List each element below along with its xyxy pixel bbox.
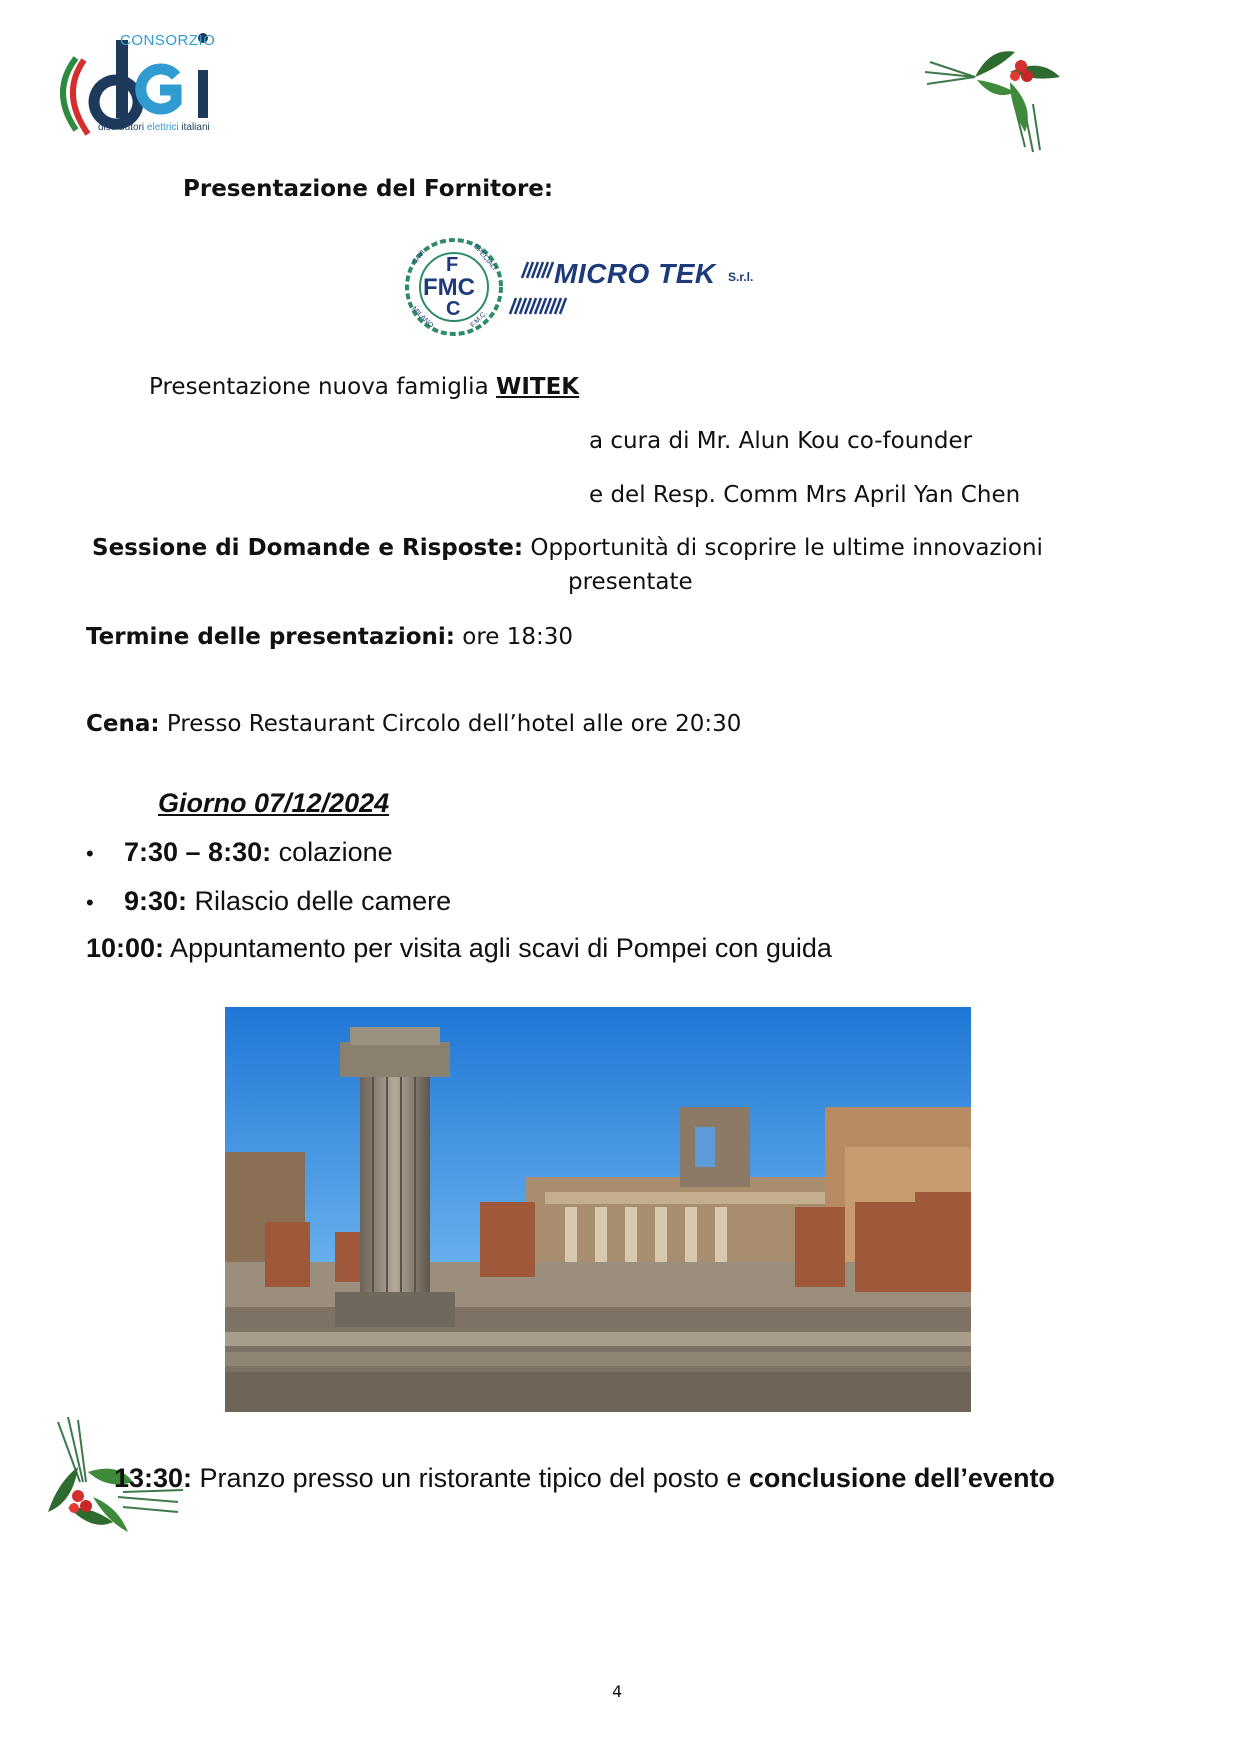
- microtek-logo: [508, 258, 768, 318]
- fmc-ring-speciali: SPECIALI: [471, 243, 498, 272]
- qa-text-1: Opportunità di scoprire le ultime innovazioni: [523, 535, 1043, 561]
- visit-line: [86, 932, 832, 964]
- fmc-ring-fmc: F.M.C.: [469, 309, 489, 330]
- presentation-intro-line: [149, 373, 579, 402]
- fmc-ring-milano: MILANO: [410, 305, 435, 330]
- qa-line: [92, 534, 1043, 563]
- presentation-intro: Presentazione nuova famiglia: [149, 374, 496, 400]
- day-item-2-text: Rilascio delle camere: [187, 886, 452, 916]
- day-item-1: [86, 836, 393, 868]
- lunch-time: 13:30:: [114, 1463, 193, 1493]
- qa-text-2: presentate: [568, 569, 693, 595]
- logo-tagline-a: distributori: [98, 122, 145, 133]
- logo-tagline-b: elettrici: [146, 122, 179, 133]
- lunch-line: [114, 1462, 1055, 1494]
- microtek-name: MICRO TEK: [554, 258, 716, 289]
- lunch-bold: conclusione dell’evento: [748, 1463, 1055, 1493]
- page-number: 4: [612, 1682, 623, 1701]
- pompei-ruins-photo: [225, 1007, 971, 1412]
- logo-tagline: [98, 122, 210, 133]
- fmc-ring-cavi: CAVI: [411, 249, 427, 266]
- microtek-suffix: S.r.l.: [728, 270, 754, 284]
- presentation-curator-1: a cura di Mr. Alun Kou co-founder: [589, 428, 973, 454]
- qa-label: Sessione di Domande e Risposte:: [92, 535, 524, 561]
- holly-decoration-top-right-icon: [915, 32, 1065, 160]
- supplier-heading: Presentazione del Fornitore:: [183, 176, 554, 202]
- dinner-text: Presso Restaurant Circolo dell’hotel alle ore 20:30: [159, 711, 742, 737]
- fmc-seal-logo: [403, 236, 505, 338]
- visit-time: 10:00:: [86, 933, 165, 963]
- dinner-line: [86, 710, 741, 739]
- presentation-curator-2: e del Resp. Comm Mrs April Yan Chen: [589, 482, 1021, 508]
- day-item-2: [86, 885, 451, 917]
- visit-text: Appuntamento per visita agli scavi di Pompei con guida: [164, 933, 832, 963]
- end-text: ore 18:30: [454, 624, 574, 650]
- dinner-label: Cena:: [86, 711, 160, 737]
- day-title: Giorno 07/12/2024: [158, 788, 390, 818]
- fmc-seal-top-letter: F: [446, 254, 459, 276]
- fmc-seal-center: FMC: [423, 274, 475, 301]
- end-label: Termine delle presentazioni:: [86, 624, 455, 650]
- day-item-2-time: 9:30:: [124, 886, 188, 916]
- witek-brand: WITEK: [495, 374, 580, 400]
- lunch-text: Pranzo presso un ristorante tipico del posto e: [192, 1463, 749, 1493]
- logo-consorzio-label: CONSORZIO: [120, 32, 216, 49]
- bullet-icon: •: [86, 890, 94, 915]
- end-line: [86, 623, 573, 652]
- consorzio-dgi-logo: [48, 30, 228, 155]
- logo-tagline-c: italiani: [181, 122, 210, 133]
- fmc-seal-bottom-letter: C: [446, 298, 461, 320]
- day-item-1-time: 7:30 – 8:30:: [124, 837, 272, 867]
- bullet-icon: •: [86, 841, 94, 866]
- day-item-1-text: colazione: [271, 837, 393, 867]
